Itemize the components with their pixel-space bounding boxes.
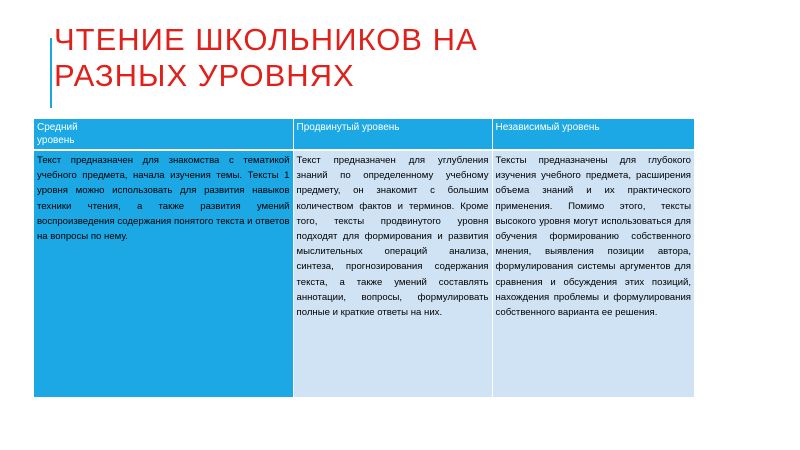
levels-table — [34, 119, 694, 397]
cell-advanced-level: Текст предназначен для углубления знаний по определенному учебному предмету, он знакомит с большим количеством фактов и терминов. Кроме того, тексты продвинутого уровня подходят для формирования и развития мыслительных операций анализа, синтеза, прогнозирования содержания текста, а также умений составлять аннотации, вопросы, формулировать полные и краткие ответы на них. — [293, 150, 492, 397]
header-basic-level: Средний уровень — [34, 119, 293, 150]
table-row — [34, 150, 694, 397]
cell-basic-level: Текст предназначен для знакомства с тематикой учебного предмета, начала изучения темы. Тексты 1 уровня можно использовать для развития навыков техники чтения, а также развития умений воспроизведения содержания понятого текста и ответов на вопросы по нему. — [34, 150, 293, 397]
cell-independent-level: Тексты предназначены для глубокого изучения учебного предмета, расширения объема знаний и их практического применения. Помимо этого, тексты высокого уровня могут использоваться для обучения формированию собственного мнения, выявления позиции автора, формулирования системы аргументов для сравнения и обсуждения этих позиций, нахождения проблемы и формулирования собственного варианта ее решения. — [492, 150, 694, 397]
title-accent-line — [50, 38, 52, 108]
header-advanced-level: Продвинутый уровень — [293, 119, 492, 150]
header-independent-level: Независимый уровень — [492, 119, 694, 150]
table-header-row — [34, 119, 694, 150]
slide-title-line-2: РАЗНЫХ УРОВНЯХ — [54, 58, 355, 93]
slide-title — [54, 22, 478, 94]
slide-title-line-1: ЧТЕНИЕ ШКОЛЬНИКОВ НА — [54, 22, 478, 57]
